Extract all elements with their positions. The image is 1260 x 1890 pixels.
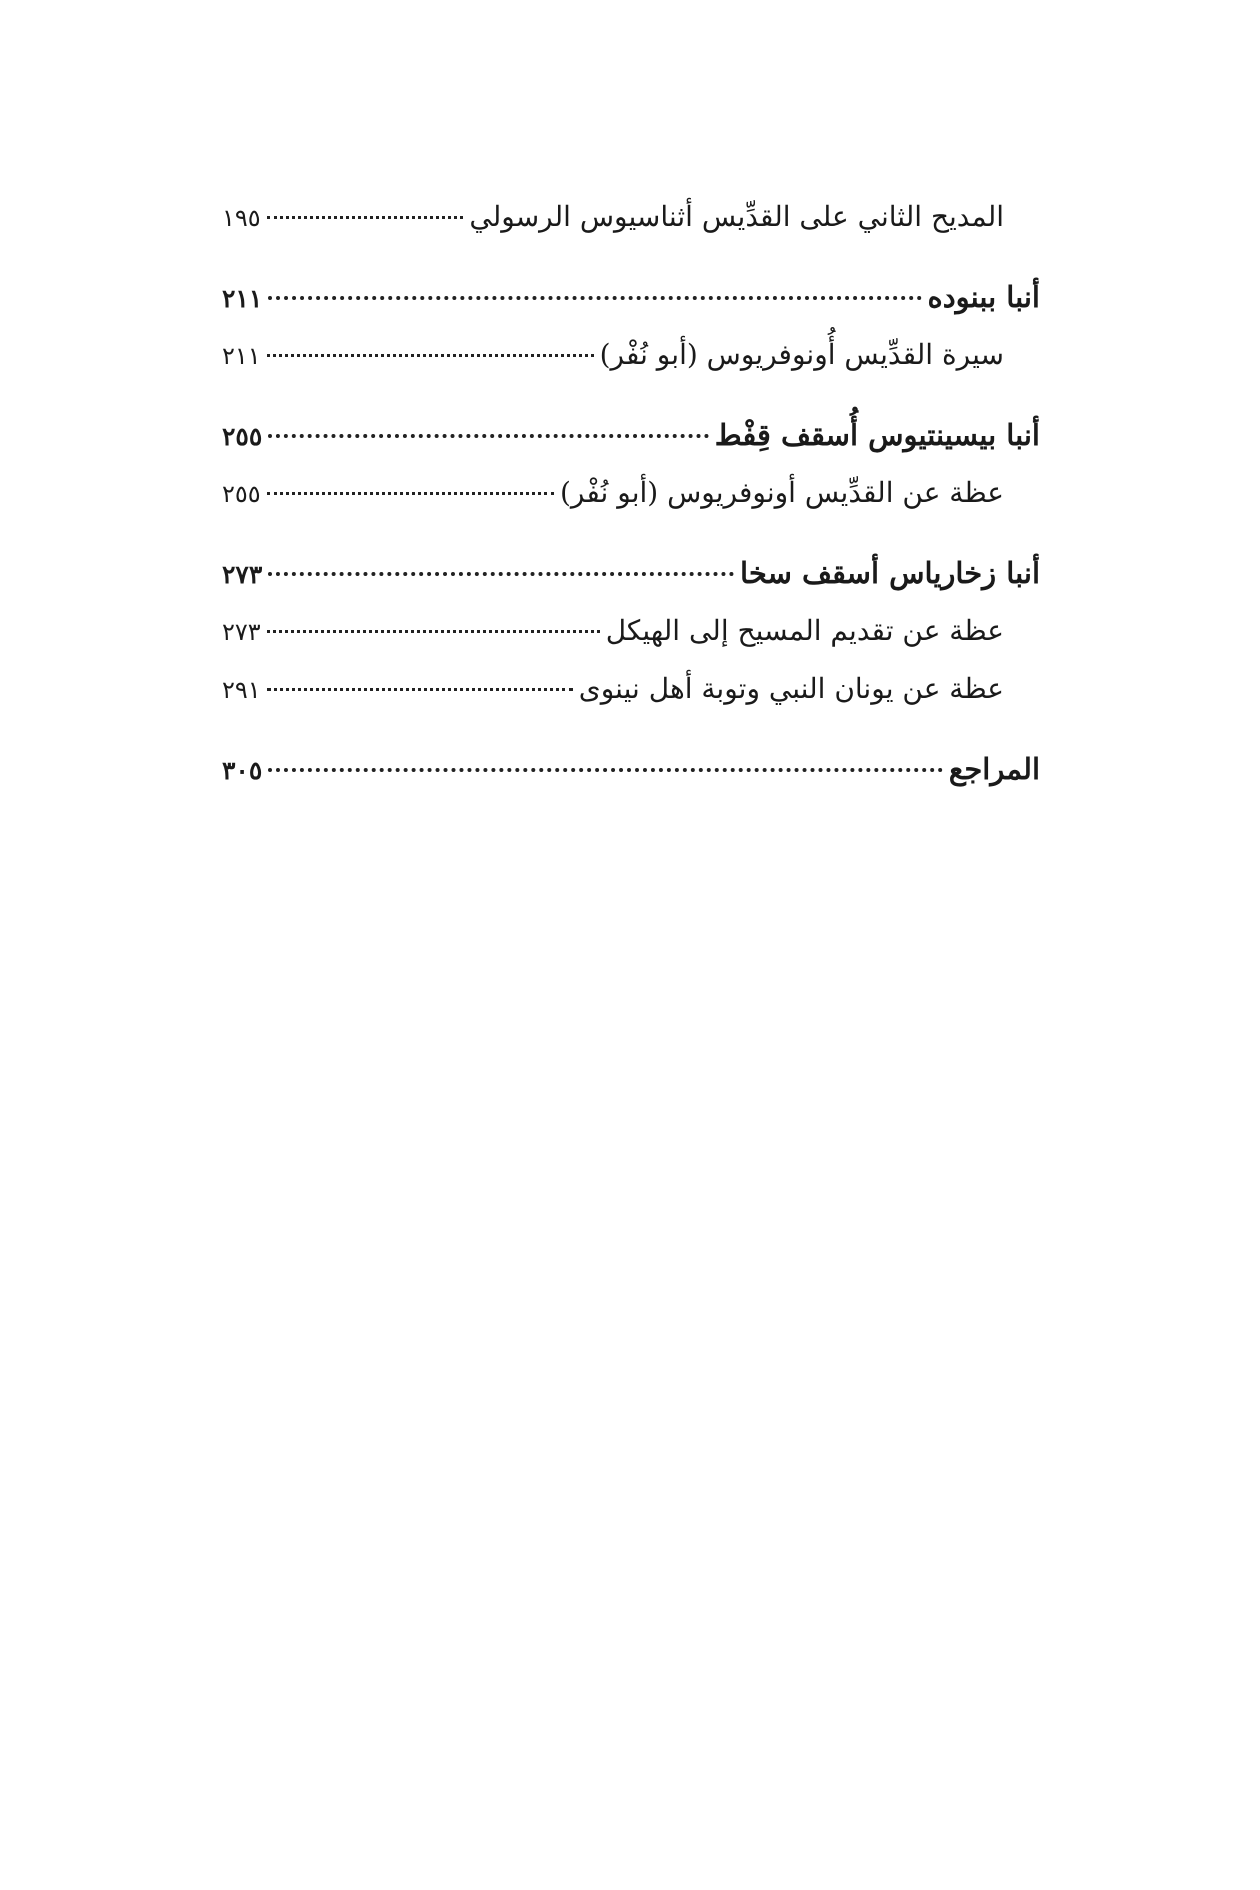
toc-page-number: ١٩٥: [222, 204, 261, 232]
dot-leader: [268, 768, 943, 772]
dot-leader: [267, 216, 464, 219]
dot-leader: [268, 572, 734, 576]
toc-section: [222, 280, 1040, 338]
toc-entry-title: المديح الثاني على القدِّيس أثناسيوس الرسولي: [469, 200, 1004, 233]
toc-page-number: ٢٧٣: [222, 560, 263, 589]
dot-leader: [268, 296, 921, 300]
dot-leader: [268, 434, 709, 438]
toc-page-number: ٢١١: [222, 342, 261, 370]
toc-entry-title: عظة عن القدِّيس أونوفريوس (أبو نُفْر): [560, 476, 1004, 509]
toc-entry-title: عظة عن تقديم المسيح إلى الهيكل: [605, 614, 1004, 647]
toc-section-title: أنبا ببنوده: [927, 280, 1040, 314]
toc-entry-title: سيرة القدِّيس أُونوفريوس (أبو نُفْر): [599, 338, 1004, 371]
toc-entry: [222, 614, 1040, 672]
toc-entry-title: عظة عن يونان النبي وتوبة أهل نينوى: [578, 672, 1004, 705]
toc-entry: [222, 476, 1040, 534]
toc-page-number: ٣٠٥: [222, 756, 263, 785]
toc-page-number: ٢٥٥: [222, 422, 263, 451]
toc-section: [222, 556, 1040, 614]
dot-leader: [267, 630, 600, 633]
toc-section: [222, 418, 1040, 476]
toc-section: [222, 752, 1040, 810]
toc-entry: [222, 200, 1040, 258]
toc-page-number: ٢٧٣: [222, 618, 261, 646]
dot-leader: [267, 354, 594, 357]
table-of-contents: [222, 200, 1040, 810]
toc-page-number: ٢٩١: [222, 676, 261, 704]
dot-leader: [267, 492, 554, 495]
toc-entry: [222, 672, 1040, 730]
toc-entry: [222, 338, 1040, 396]
dot-leader: [267, 688, 573, 691]
toc-section-title: أنبا بيسينتيوس أُسقف قِفْط: [714, 418, 1040, 452]
toc-section-title: أنبا زخارياس أسقف سخا: [740, 556, 1040, 590]
toc-section-title: المراجع: [948, 752, 1040, 786]
toc-page-number: ٢١١: [222, 284, 263, 313]
toc-page-number: ٢٥٥: [222, 480, 261, 508]
